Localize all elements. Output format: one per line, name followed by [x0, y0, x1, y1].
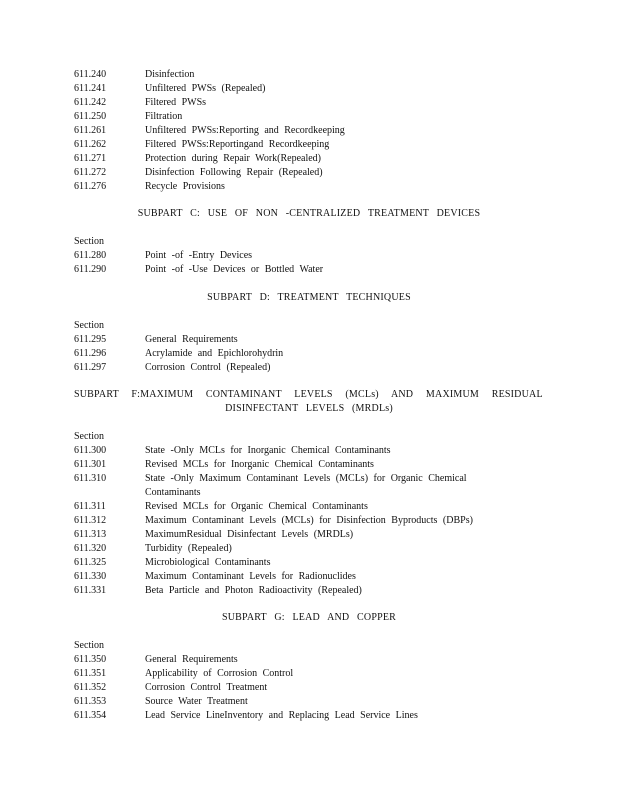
section-label: Section — [74, 640, 104, 651]
section-number: 611.312 — [74, 515, 107, 526]
section-number: 611.276 — [74, 181, 107, 192]
section-title: Maximum Contaminant Levels (MCLs) for Disinfection Byproducts (DBPs) — [145, 515, 473, 526]
section-title: Filtered PWSs:Reportingand Recordkeeping — [145, 139, 330, 150]
section-number: 611.271 — [74, 153, 107, 164]
section-title: Revised MCLs for Inorganic Chemical Contaminants — [145, 459, 374, 470]
section-title: Acrylamide and Epichlorohydrin — [145, 348, 284, 359]
section-number: 611.311 — [74, 501, 106, 512]
section-number: 611.240 — [74, 69, 107, 80]
section-title: Point -of -Entry Devices — [145, 250, 253, 261]
section-title: Point -of -Use Devices or Bottled Water — [145, 264, 324, 275]
section-number: 611.296 — [74, 348, 107, 359]
section-title: Revised MCLs for Organic Chemical Contaminants — [145, 501, 368, 512]
section-number: 611.351 — [74, 668, 107, 679]
section-number: 611.290 — [74, 264, 107, 275]
section-number: 611.310 — [74, 473, 107, 484]
section-title: Unfiltered PWSs:Reporting and Recordkeeping — [145, 125, 345, 136]
section-title: Beta Particle and Photon Radioactivity (Repealed) — [145, 585, 362, 596]
section-number: 611.250 — [74, 111, 107, 122]
section-title: Corrosion Control (Repealed) — [145, 362, 271, 373]
section-number: 611.350 — [74, 654, 107, 665]
section-number: 611.300 — [74, 445, 107, 456]
section-label: Section — [74, 236, 104, 247]
section-title-continuation: Contaminants — [145, 487, 201, 498]
section-number: 611.241 — [74, 83, 107, 94]
subpart-f-heading-line1: SUBPART F:MAXIMUM CONTAMINANT LEVELS (MCLs) AND MAXIMUM RESIDUAL — [74, 389, 543, 400]
section-number: 611.353 — [74, 696, 107, 707]
section-title: Corrosion Control Treatment — [145, 682, 268, 693]
section-title: Protection during Repair Work(Repealed) — [145, 153, 322, 164]
section-title: Unfiltered PWSs (Repealed) — [145, 83, 266, 94]
section-number: 611.313 — [74, 529, 107, 540]
section-title: Maximum Contaminant Levels for Radionuclides — [145, 571, 356, 582]
section-title: State -Only Maximum Contaminant Levels (MCLs) for Organic Chemical — [145, 473, 467, 484]
section-title: Disinfection Following Repair (Repealed) — [145, 167, 323, 178]
section-title: State -Only MCLs for Inorganic Chemical Contaminants — [145, 445, 391, 456]
section-title: Lead Service LineInventory and Replacing Lead Service Lines — [145, 710, 418, 721]
section-number: 611.331 — [74, 585, 107, 596]
subpart-f-heading-line2: DISINFECTANT LEVELS (MRDLs) — [225, 403, 393, 414]
section-title: Applicability of Corrosion Control — [145, 668, 294, 679]
section-number: 611.352 — [74, 682, 107, 693]
section-number: 611.280 — [74, 250, 107, 261]
section-number: 611.295 — [74, 334, 107, 345]
section-title: Recycle Provisions — [145, 181, 225, 192]
section-number: 611.242 — [74, 97, 107, 108]
section-number: 611.325 — [74, 557, 107, 568]
subpart-d-heading: SUBPART D: TREATMENT TECHNIQUES — [207, 292, 411, 303]
section-number: 611.354 — [74, 710, 107, 721]
section-title: Filtration — [145, 111, 183, 122]
section-title: General Requirements — [145, 654, 238, 665]
section-label: Section — [74, 320, 104, 331]
section-number: 611.262 — [74, 139, 107, 150]
section-number: 611.330 — [74, 571, 107, 582]
section-title: MaximumResidual Disinfectant Levels (MRDLs) — [145, 529, 354, 540]
subpart-c-heading: SUBPART C: USE OF NON -CENTRALIZED TREATMENT DEVICES — [137, 208, 481, 219]
section-number: 611.301 — [74, 459, 107, 470]
section-label: Section — [74, 431, 104, 442]
section-title: Turbidity (Repealed) — [145, 543, 232, 554]
section-title: Filtered PWSs — [145, 97, 207, 108]
section-title: Microbiological Contaminants — [145, 557, 271, 568]
section-title: General Requirements — [145, 334, 238, 345]
section-title: Disinfection — [145, 69, 195, 80]
section-number: 611.297 — [74, 362, 107, 373]
section-number: 611.272 — [74, 167, 107, 178]
section-number: 611.261 — [74, 125, 107, 136]
subpart-g-heading: SUBPART G: LEAD AND COPPER — [221, 612, 397, 623]
section-title: Source Water Treatment — [145, 696, 248, 707]
section-number: 611.320 — [74, 543, 107, 554]
